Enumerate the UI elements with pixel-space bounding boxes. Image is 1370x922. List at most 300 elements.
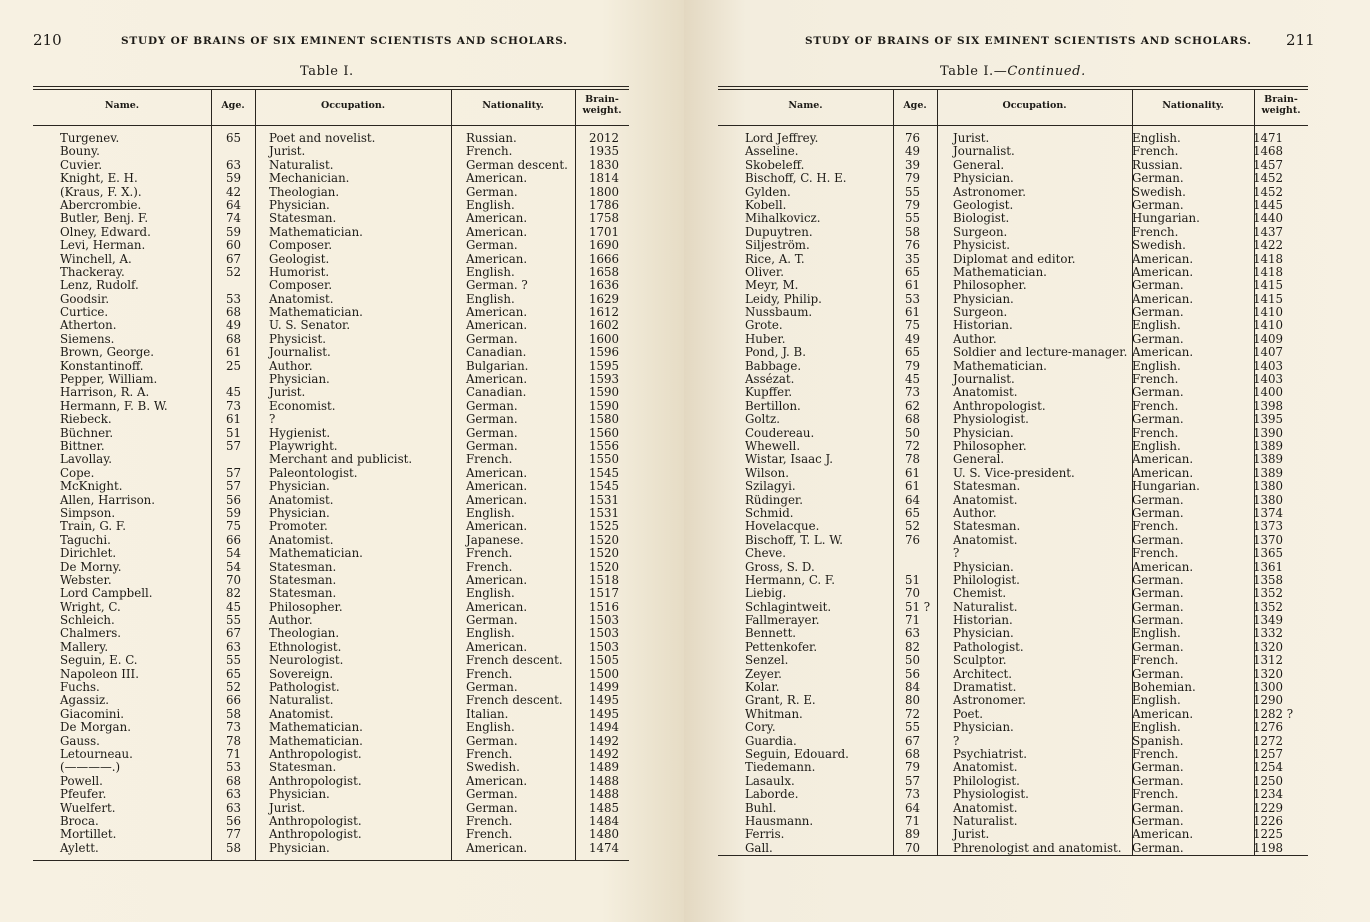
brain-weight-cell: 1389: [1253, 465, 1284, 480]
nationality-cell: French.: [1132, 746, 1179, 761]
occupation-cell: Statesman.: [269, 586, 337, 601]
occupation-cell: Geologist.: [953, 197, 1014, 212]
age-cell: 49: [905, 144, 921, 159]
name-cell: Seguin, E. C.: [60, 653, 138, 668]
occupation-cell: Statesman.: [953, 479, 1021, 494]
header-nationality: Nationality.: [482, 100, 544, 111]
nationality-cell: German.: [1132, 532, 1184, 547]
nationality-cell: German.: [1132, 773, 1184, 788]
age-cell: 79: [905, 358, 921, 373]
occupation-cell: Physicist.: [953, 238, 1010, 253]
nationality-cell: American.: [466, 251, 528, 266]
table-title: [940, 64, 1086, 79]
name-cell: Cuvier.: [60, 157, 103, 172]
brain-weight-cell: 1282 ?: [1253, 706, 1294, 721]
brain-weight-cell: 1410: [1253, 318, 1284, 333]
occupation-cell: Merchant and publicist.: [269, 452, 413, 467]
brain-weight-cell: 1380: [1253, 492, 1284, 507]
age-cell: 59: [226, 224, 242, 239]
occupation-cell: Astronomer.: [953, 184, 1027, 199]
nationality-cell: English.: [1132, 693, 1181, 708]
occupation-cell: Naturalist.: [953, 599, 1018, 614]
brain-weight-cell: 1398: [1253, 398, 1284, 413]
occupation-cell: Physician.: [269, 197, 330, 212]
nationality-cell: American.: [466, 639, 528, 654]
brain-weight-cell: 1403: [1253, 358, 1284, 373]
occupation-cell: Economist.: [269, 398, 336, 413]
age-cell: 71: [905, 613, 921, 628]
brain-weight-cell: 1658: [589, 264, 620, 279]
nationality-cell: Canadian.: [466, 345, 527, 360]
header-name: Name.: [104, 100, 140, 111]
nationality-cell: English.: [1132, 438, 1181, 453]
occupation-cell: Jurist.: [953, 131, 990, 145]
name-cell: Pettenkofer.: [745, 639, 818, 654]
occupation-cell: Author.: [269, 613, 313, 628]
nationality-cell: German.: [1132, 412, 1184, 427]
age-cell: 70: [905, 840, 921, 855]
name-cell: Liebig.: [745, 586, 787, 601]
name-cell: Grant, R. E.: [745, 693, 816, 708]
header-brain-weight-line2: weight.: [1261, 105, 1301, 116]
age-cell: 61: [226, 412, 242, 427]
name-cell: De Morny.: [60, 559, 122, 574]
table-top-rule: [33, 86, 629, 87]
brain-weight-cell: 1560: [589, 425, 620, 440]
column-divider: [255, 90, 256, 860]
header-brain-weight-line1: Brain-: [585, 94, 619, 105]
age-cell: 79: [905, 171, 921, 186]
age-cell: 67: [905, 733, 921, 748]
brain-weight-cell: 1250: [1253, 773, 1284, 788]
occupation-cell: Anatomist.: [269, 291, 334, 306]
name-cell: Hausmann.: [745, 813, 814, 828]
occupation-cell: Surgeon.: [953, 305, 1008, 320]
brain-weight-cell: 1400: [1253, 385, 1284, 400]
name-cell: Siljeström.: [745, 238, 810, 253]
brain-weight-cell: 1418: [1253, 251, 1284, 266]
occupation-cell: Statesman.: [269, 559, 337, 574]
brain-weight-cell: 1332: [1253, 626, 1284, 641]
nationality-cell: American.: [466, 465, 528, 480]
nationality-cell: French.: [1132, 653, 1179, 668]
name-cell: Olney, Edward.: [60, 224, 151, 239]
name-cell: Mallery.: [60, 639, 109, 654]
name-cell: Bittner.: [60, 438, 105, 453]
age-cell: 45: [226, 599, 242, 614]
nationality-cell: German.: [466, 438, 518, 453]
brain-weight-cell: 1484: [589, 813, 620, 828]
age-cell: 42: [226, 184, 242, 199]
age-cell: 82: [905, 639, 921, 654]
age-cell: 73: [226, 720, 242, 735]
nationality-cell: Swedish.: [1132, 184, 1186, 199]
brain-weight-cell: 1814: [589, 171, 620, 186]
brain-weight-cell: 1373: [1253, 519, 1284, 534]
brain-weight-cell: 1361: [1253, 559, 1284, 574]
nationality-cell: German descent.: [466, 157, 568, 172]
nationality-cell: French.: [466, 452, 513, 467]
header-brain-weight: [1254, 94, 1308, 116]
name-cell: Brown, George.: [60, 345, 155, 360]
occupation-cell: Author.: [953, 331, 997, 346]
occupation-cell: Jurist.: [269, 385, 306, 400]
name-cell: Mihalkovicz.: [745, 211, 821, 226]
nationality-cell: French.: [1132, 398, 1179, 413]
name-cell: Train, G. F.: [60, 519, 127, 534]
occupation-cell: Philologist.: [953, 773, 1020, 788]
name-cell: Mortillet.: [60, 827, 117, 842]
age-cell: 60: [226, 238, 242, 253]
nationality-cell: Italian.: [466, 706, 509, 721]
age-cell: 68: [226, 331, 242, 346]
brain-weight-cell: 1229: [1253, 800, 1284, 815]
nationality-cell: English.: [466, 505, 515, 520]
age-cell: 59: [226, 171, 242, 186]
occupation-cell: Journalist.: [953, 372, 1015, 387]
brain-weight-cell: 1352: [1253, 599, 1284, 614]
table-top-rule: [718, 86, 1308, 87]
brain-weight-cell: 1503: [589, 613, 620, 628]
name-cell: Szilagyi.: [745, 479, 796, 494]
age-cell: 61: [226, 345, 242, 360]
age-cell: 73: [905, 787, 921, 802]
table-title: [300, 64, 354, 79]
nationality-cell: French.: [1132, 519, 1179, 534]
column-divider: [893, 90, 894, 855]
nationality-cell: French.: [1132, 425, 1179, 440]
occupation-cell: Statesman.: [269, 760, 337, 775]
occupation-cell: Anthropologist.: [953, 398, 1046, 413]
age-cell: 63: [905, 626, 921, 641]
occupation-cell: Physicist.: [269, 331, 326, 346]
name-cell: (————.): [60, 760, 121, 775]
name-cell: Kolar.: [745, 680, 780, 695]
name-cell: Thackeray.: [60, 264, 125, 279]
name-cell: Skobeleff.: [745, 157, 805, 172]
brain-weight-cell: 1488: [589, 773, 620, 788]
name-cell: Pfeufer.: [60, 787, 107, 802]
age-cell: 70: [226, 572, 242, 587]
brain-weight-cell: 1257: [1253, 746, 1284, 761]
brain-weight-cell: 1556: [589, 438, 620, 453]
header-age: Age.: [221, 100, 245, 111]
nationality-cell: American.: [466, 479, 528, 494]
nationality-cell: French.: [1132, 787, 1179, 802]
occupation-cell: Mathematician.: [953, 358, 1047, 373]
brain-weight-cell: 1520: [589, 559, 620, 574]
occupation-cell: Biologist.: [953, 211, 1010, 226]
age-cell: 75: [226, 519, 242, 534]
name-cell: Goltz.: [745, 412, 781, 427]
age-cell: 68: [226, 305, 242, 320]
occupation-cell: Author.: [269, 358, 313, 373]
age-cell: 51 ?: [905, 599, 931, 614]
nationality-cell: German.: [1132, 599, 1184, 614]
name-cell: Gross, S. D.: [745, 559, 815, 574]
age-cell: 25: [226, 358, 242, 373]
brain-weight-cell: 1600: [589, 331, 620, 346]
name-cell: Guardia.: [745, 733, 797, 748]
table-header-rule: [33, 125, 629, 126]
column-divider: [937, 90, 938, 855]
age-cell: 55: [905, 720, 921, 735]
brain-weight-cell: 1612: [589, 305, 620, 320]
nationality-cell: American.: [1132, 251, 1194, 266]
brain-weight-cell: 1518: [589, 572, 620, 587]
brain-weight-cell: 1410: [1253, 305, 1284, 320]
occupation-cell: Physician.: [953, 425, 1014, 440]
age-cell: 78: [226, 733, 242, 748]
age-cell: 66: [226, 693, 242, 708]
name-cell: Asseline.: [745, 144, 799, 159]
occupation-cell: Neurologist.: [269, 653, 344, 668]
header-occupation: Occupation.: [1002, 100, 1067, 111]
brain-weight-cell: 1590: [589, 398, 620, 413]
brain-weight-cell: 1800: [589, 184, 620, 199]
brain-weight-cell: 1602: [589, 318, 620, 333]
nationality-cell: Bohemian.: [1132, 680, 1196, 695]
occupation-cell: Physiologist.: [953, 787, 1029, 802]
brain-weight-cell: 1225: [1253, 827, 1284, 842]
age-cell: 79: [905, 760, 921, 775]
brain-weight-cell: 1492: [589, 746, 620, 761]
occupation-cell: Composer.: [269, 238, 333, 253]
brain-weight-cell: 1935: [589, 144, 620, 159]
brain-weight-cell: 1407: [1253, 345, 1284, 360]
running-head: STUDY OF BRAINS OF SIX EMINENT SCIENTISTS AND SCHOLARS.: [121, 35, 568, 47]
name-cell: Allen, Harrison.: [60, 492, 156, 507]
occupation-cell: Physician.: [953, 291, 1014, 306]
nationality-cell: German.: [466, 787, 518, 802]
nationality-cell: German.: [1132, 800, 1184, 815]
age-cell: 52: [226, 264, 242, 279]
name-cell: Bouny.: [60, 144, 100, 159]
name-cell: Fallmerayer.: [745, 613, 820, 628]
occupation-cell: U. S. Vice-president.: [953, 465, 1075, 480]
occupation-cell: Physician.: [953, 171, 1014, 186]
table-title-text: Table I.—: [940, 64, 1008, 79]
nationality-cell: Canadian.: [466, 385, 527, 400]
name-cell: Kupffer.: [745, 385, 793, 400]
brain-weight-cell: 1830: [589, 157, 620, 172]
occupation-cell: Statesman.: [953, 519, 1021, 534]
name-cell: Letourneau.: [60, 746, 133, 761]
brain-weight-cell: 1468: [1253, 144, 1284, 159]
nationality-cell: German.: [1132, 385, 1184, 400]
name-cell: Schmid.: [745, 505, 794, 520]
nationality-cell: Swedish.: [1132, 238, 1186, 253]
name-cell: Levi, Herman.: [60, 238, 146, 253]
age-cell: 57: [905, 773, 921, 788]
brain-weight-cell: 1437: [1253, 224, 1284, 239]
brain-weight-cell: 1290: [1253, 693, 1284, 708]
nationality-cell: French.: [466, 546, 513, 561]
age-cell: 76: [905, 238, 921, 253]
name-cell: Bischoff, T. L. W.: [745, 532, 844, 547]
name-cell: Buhl.: [745, 800, 777, 815]
name-cell: Dirichlet.: [60, 546, 117, 561]
brain-weight-cell: 1500: [589, 666, 620, 681]
name-cell: Siemens.: [60, 331, 115, 346]
table-header-rule: [718, 125, 1308, 126]
age-cell: 64: [226, 197, 242, 212]
name-cell: Laborde.: [745, 787, 799, 802]
nationality-cell: American.: [1132, 465, 1194, 480]
occupation-cell: Humorist.: [269, 264, 330, 279]
brain-weight-cell: 1198: [1253, 840, 1284, 855]
occupation-cell: Paleontologist.: [269, 465, 358, 480]
brain-weight-cell: 1457: [1253, 157, 1284, 172]
name-cell: Powell.: [60, 773, 103, 788]
age-cell: 49: [226, 318, 242, 333]
nationality-cell: German.: [1132, 305, 1184, 320]
nationality-cell: German.: [1132, 278, 1184, 293]
occupation-cell: Chemist.: [953, 586, 1007, 601]
brain-weight-cell: 1320: [1253, 639, 1284, 654]
age-cell: 71: [905, 813, 921, 828]
nationality-cell: German.: [1132, 760, 1184, 775]
name-cell: Coudereau.: [745, 425, 815, 440]
occupation-cell: Anatomist.: [953, 385, 1018, 400]
occupation-cell: Author.: [953, 505, 997, 520]
name-cell: Whewell.: [745, 438, 801, 453]
brain-weight-cell: 1452: [1253, 184, 1284, 199]
age-cell: 53: [226, 760, 242, 775]
occupation-cell: Mathematician.: [269, 733, 363, 748]
age-cell: 55: [226, 653, 242, 668]
name-cell: Riebeck.: [60, 412, 112, 427]
nationality-cell: German.: [1132, 197, 1184, 212]
age-cell: 51: [226, 425, 242, 440]
age-cell: 68: [905, 746, 921, 761]
occupation-cell: U. S. Senator.: [269, 318, 351, 333]
occupation-cell: Physician.: [269, 372, 330, 387]
nationality-cell: American.: [1132, 264, 1194, 279]
brain-weight-cell: 1320: [1253, 666, 1284, 681]
occupation-cell: Soldier and lecture-manager.: [953, 345, 1128, 360]
brain-weight-cell: 1300: [1253, 680, 1284, 695]
nationality-cell: American.: [466, 492, 528, 507]
name-cell: Wuelfert.: [60, 800, 116, 815]
nationality-cell: Swedish.: [466, 760, 520, 775]
nationality-cell: American.: [466, 171, 528, 186]
name-cell: Wright, C.: [60, 599, 121, 614]
nationality-cell: American.: [466, 305, 528, 320]
nationality-cell: French.: [466, 144, 513, 159]
age-cell: 72: [905, 706, 921, 721]
occupation-cell: Physician.: [269, 479, 330, 494]
age-cell: 65: [226, 666, 242, 681]
nationality-cell: American.: [466, 572, 528, 587]
name-cell: Rice, A. T.: [745, 251, 805, 266]
age-cell: 58: [226, 840, 242, 855]
occupation-cell: Sculptor.: [953, 653, 1007, 668]
name-cell: Gall.: [745, 840, 773, 855]
brain-weight-cell: 1545: [589, 479, 620, 494]
name-cell: Cory.: [745, 720, 776, 735]
name-cell: Ferris.: [745, 827, 785, 842]
name-cell: Pepper, William.: [60, 372, 158, 387]
age-cell: 51: [905, 572, 921, 587]
occupation-cell: Physician.: [953, 626, 1014, 641]
brain-weight-cell: 1480: [589, 827, 620, 842]
occupation-cell: Hygienist.: [269, 425, 331, 440]
name-cell: Curtice.: [60, 305, 109, 320]
occupation-cell: Poet and novelist.: [269, 131, 376, 145]
occupation-cell: Physician.: [269, 787, 330, 802]
age-cell: 54: [226, 546, 242, 561]
nationality-cell: English.: [466, 197, 515, 212]
name-cell: Leidy, Philip.: [745, 291, 822, 306]
age-cell: 61: [905, 278, 921, 293]
nationality-cell: German.: [1132, 171, 1184, 186]
brain-weight-cell: 1545: [589, 465, 620, 480]
running-head: STUDY OF BRAINS OF SIX EMINENT SCIENTISTS AND SCHOLARS.: [805, 35, 1252, 47]
name-cell: Lord Campbell.: [60, 586, 153, 601]
brain-weight-cell: 1629: [589, 291, 620, 306]
nationality-cell: German.: [1132, 572, 1184, 587]
name-cell: Winchell, A.: [60, 251, 132, 266]
name-cell: Taguchi.: [60, 532, 111, 547]
nationality-cell: German.: [466, 398, 518, 413]
occupation-cell: Anthropologist.: [269, 813, 362, 828]
occupation-cell: Jurist.: [953, 827, 990, 842]
age-cell: 73: [905, 385, 921, 400]
nationality-cell: Hungarian.: [1132, 211, 1200, 226]
age-cell: 50: [905, 425, 921, 440]
name-cell: Seguin, Edouard.: [745, 746, 849, 761]
name-cell: Wistar, Isaac J.: [745, 452, 834, 467]
nationality-cell: Japanese.: [466, 532, 524, 547]
nationality-cell: German.: [1132, 505, 1184, 520]
nationality-cell: English.: [466, 264, 515, 279]
header-brain-weight-line2: weight.: [582, 105, 622, 116]
occupation-cell: Composer.: [269, 278, 333, 293]
name-cell: Webster.: [60, 572, 112, 587]
name-cell: Giacomini.: [60, 706, 125, 721]
nationality-cell: American.: [466, 318, 528, 333]
name-cell: Lavollay.: [60, 452, 113, 467]
nationality-cell: German.: [1132, 639, 1184, 654]
nationality-cell: French.: [466, 813, 513, 828]
name-cell: Abercrombie.: [60, 197, 142, 212]
occupation-cell: Anatomist.: [953, 800, 1018, 815]
age-cell: 53: [226, 291, 242, 306]
occupation-cell: Mathematician.: [269, 305, 363, 320]
brain-weight-cell: 1276: [1253, 720, 1284, 735]
occupation-cell: ?: [269, 412, 276, 427]
brain-weight-cell: 1489: [589, 760, 620, 775]
occupation-cell: Ethnologist.: [269, 639, 342, 654]
nationality-cell: German.: [466, 331, 518, 346]
brain-weight-cell: 1666: [589, 251, 620, 266]
header-occupation: Occupation.: [320, 100, 386, 111]
occupation-cell: ?: [953, 546, 960, 561]
nationality-cell: American.: [466, 211, 528, 226]
age-cell: 67: [226, 626, 242, 641]
brain-weight-cell: 1358: [1253, 572, 1284, 587]
column-divider: [575, 90, 576, 860]
nationality-cell: English.: [1132, 318, 1181, 333]
occupation-cell: Anatomist.: [269, 492, 334, 507]
brain-weight-cell: 1590: [589, 385, 620, 400]
brain-weight-cell: 1758: [589, 211, 620, 226]
occupation-cell: Naturalist.: [953, 813, 1018, 828]
brain-weight-cell: 1550: [589, 452, 620, 467]
brain-weight-cell: 1503: [589, 639, 620, 654]
nationality-cell: American.: [1132, 345, 1194, 360]
